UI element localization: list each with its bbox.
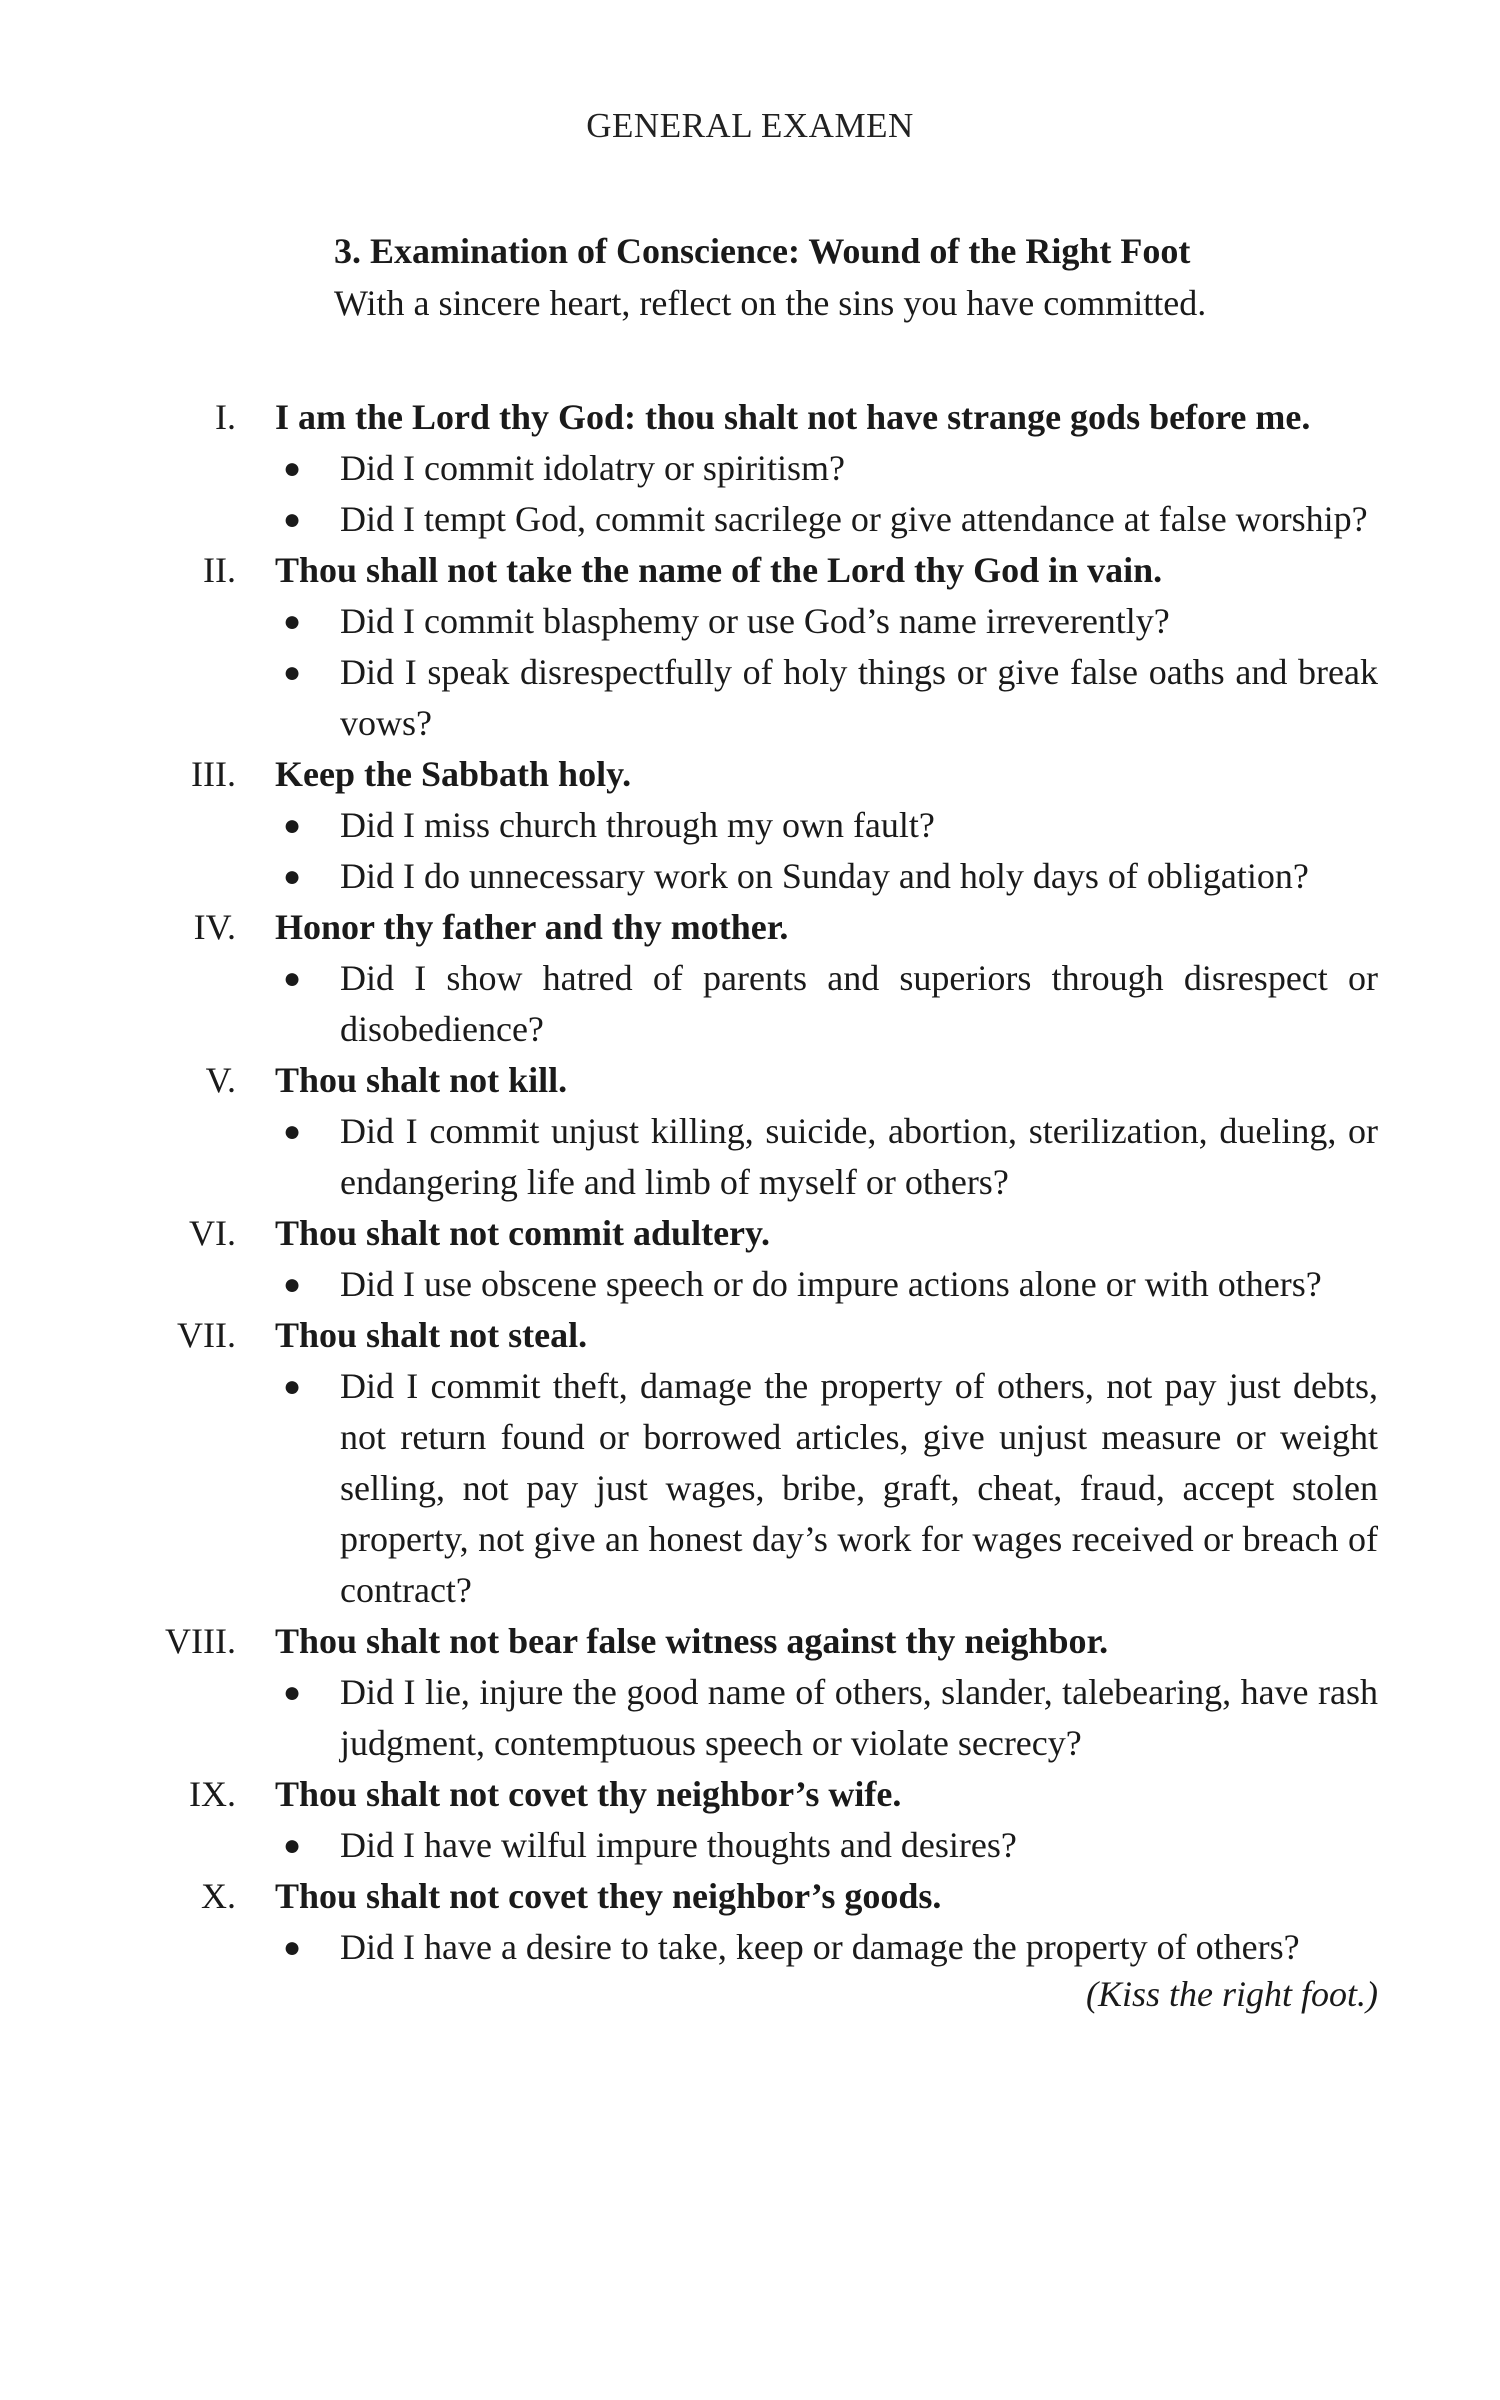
bullet-icon: ● xyxy=(283,1829,302,1862)
bullet-icon: ● xyxy=(283,809,302,842)
commandment-heading xyxy=(0,545,1500,596)
commandment-text: Thou shalt not bear false witness against thy neighbor. xyxy=(275,1621,1109,1661)
question-list xyxy=(0,1922,1500,1973)
question-text: Did I use obscene speech or do impure actions alone or with others? xyxy=(340,1264,1322,1304)
question-item xyxy=(283,1106,1378,1208)
question-text: Did I commit theft, damage the property of others, not pay just debts, not return found or borrowed articles, give unjust measure or weight selling, not pay just wages, bribe, graft, cheat, fraud, accept stolen property, not give an honest day’s work for wages received or breach of contract? xyxy=(340,1366,1378,1610)
commandment-text: Thou shalt not kill. xyxy=(275,1060,568,1100)
question-list xyxy=(0,596,1500,749)
bullet-icon: ● xyxy=(283,1268,302,1301)
bullet-icon: ● xyxy=(283,1370,302,1403)
commandment-numeral: VI. xyxy=(189,1213,236,1253)
section-intro: With a sincere heart, reflect on the sins you have committed. xyxy=(334,283,1207,323)
commandment-numeral: III. xyxy=(191,754,236,794)
question-item xyxy=(283,1922,1378,1973)
bullet-icon: ● xyxy=(283,656,302,689)
commandment-numeral: X. xyxy=(201,1876,236,1916)
question-text: Did I do unnecessary work on Sunday and holy days of obligation? xyxy=(340,856,1309,896)
question-text: Did I tempt God, commit sacrilege or give attendance at false worship? xyxy=(340,499,1368,539)
bullet-icon: ● xyxy=(283,503,302,536)
commandment-heading xyxy=(0,392,1500,443)
commandment-heading xyxy=(0,1055,1500,1106)
commandment-item xyxy=(0,1208,1500,1310)
closing-instruction: (Kiss the right foot.) xyxy=(1085,1974,1378,2014)
question-list xyxy=(0,443,1500,545)
commandment-numeral: V. xyxy=(205,1060,236,1100)
commandment-text: Honor thy father and thy mother. xyxy=(275,907,789,947)
question-text: Did I lie, injure the good name of others, slander, talebearing, have rash judgment, contemptuous speech or violate secrecy? xyxy=(340,1672,1378,1763)
commandment-item xyxy=(0,392,1500,545)
question-item xyxy=(283,800,1378,851)
question-item xyxy=(283,494,1378,545)
question-text: Did I have wilful impure thoughts and desires? xyxy=(340,1825,1017,1865)
question-item xyxy=(283,953,1378,1055)
commandment-text: I am the Lord thy God: thou shalt not have strange gods before me. xyxy=(275,397,1311,437)
commandment-item xyxy=(0,749,1500,902)
question-text: Did I have a desire to take, keep or damage the property of others? xyxy=(340,1927,1300,1967)
question-list xyxy=(0,800,1500,902)
question-item xyxy=(283,1259,1378,1310)
section-header xyxy=(334,225,1394,329)
question-item xyxy=(283,647,1378,749)
commandment-numeral: VII. xyxy=(177,1315,236,1355)
bullet-icon: ● xyxy=(283,1931,302,1964)
commandment-heading xyxy=(0,749,1500,800)
commandment-item xyxy=(0,1310,1500,1616)
bullet-icon: ● xyxy=(283,452,302,485)
question-item xyxy=(283,1361,1378,1616)
question-item xyxy=(283,851,1378,902)
question-item xyxy=(283,596,1378,647)
question-text: Did I speak disrespectfully of holy things or give false oaths and break vows? xyxy=(340,652,1378,743)
bullet-icon: ● xyxy=(283,860,302,893)
commandment-numeral: IV. xyxy=(193,907,236,947)
commandment-text: Thou shalt not commit adultery. xyxy=(275,1213,771,1253)
question-list xyxy=(0,1106,1500,1208)
commandment-item xyxy=(0,1055,1500,1208)
question-item xyxy=(283,1820,1378,1871)
commandment-heading xyxy=(0,1616,1500,1667)
commandment-heading xyxy=(0,1769,1500,1820)
commandment-item xyxy=(0,902,1500,1055)
commandment-heading xyxy=(0,1208,1500,1259)
bullet-icon: ● xyxy=(283,962,302,995)
question-list xyxy=(0,1667,1500,1769)
commandment-text: Thou shalt not steal. xyxy=(275,1315,588,1355)
commandment-item xyxy=(0,1616,1500,1769)
question-text: Did I show hatred of parents and superiors through disrespect or disobedience? xyxy=(340,958,1378,1049)
bullet-icon: ● xyxy=(283,605,302,638)
commandment-text: Thou shalt not covet they neighbor’s goods. xyxy=(275,1876,942,1916)
question-list xyxy=(0,1361,1500,1616)
commandment-heading xyxy=(0,902,1500,953)
bullet-icon: ● xyxy=(283,1676,302,1709)
commandment-text: Thou shall not take the name of the Lord thy God in vain. xyxy=(275,550,1163,590)
running-head: GENERAL EXAMEN xyxy=(586,106,914,145)
commandment-numeral: II. xyxy=(203,550,236,590)
question-text: Did I commit idolatry or spiritism? xyxy=(340,448,845,488)
commandment-heading xyxy=(0,1310,1500,1361)
question-item xyxy=(283,443,1378,494)
section-title: 3. Examination of Conscience: Wound of the Right Foot xyxy=(334,231,1191,271)
commandment-numeral: I. xyxy=(215,397,236,437)
commandment-numeral: IX. xyxy=(189,1774,236,1814)
commandment-numeral: VIII. xyxy=(165,1621,236,1661)
commandment-heading xyxy=(0,1871,1500,1922)
question-list xyxy=(0,953,1500,1055)
bullet-icon: ● xyxy=(283,1115,302,1148)
question-list xyxy=(0,1259,1500,1310)
question-text: Did I miss church through my own fault? xyxy=(340,805,935,845)
commandment-item xyxy=(0,1769,1500,1871)
commandments-list xyxy=(0,392,1500,1973)
question-text: Did I commit blasphemy or use God’s name irreverently? xyxy=(340,601,1170,641)
question-list xyxy=(0,1820,1500,1871)
commandment-text: Thou shalt not covet thy neighbor’s wife. xyxy=(275,1774,902,1814)
commandment-text: Keep the Sabbath holy. xyxy=(275,754,632,794)
question-text: Did I commit unjust killing, suicide, abortion, sterilization, dueling, or endangering life and limb of myself or others? xyxy=(340,1111,1378,1202)
question-item xyxy=(283,1667,1378,1769)
commandment-item xyxy=(0,545,1500,749)
commandment-item xyxy=(0,1871,1500,1973)
